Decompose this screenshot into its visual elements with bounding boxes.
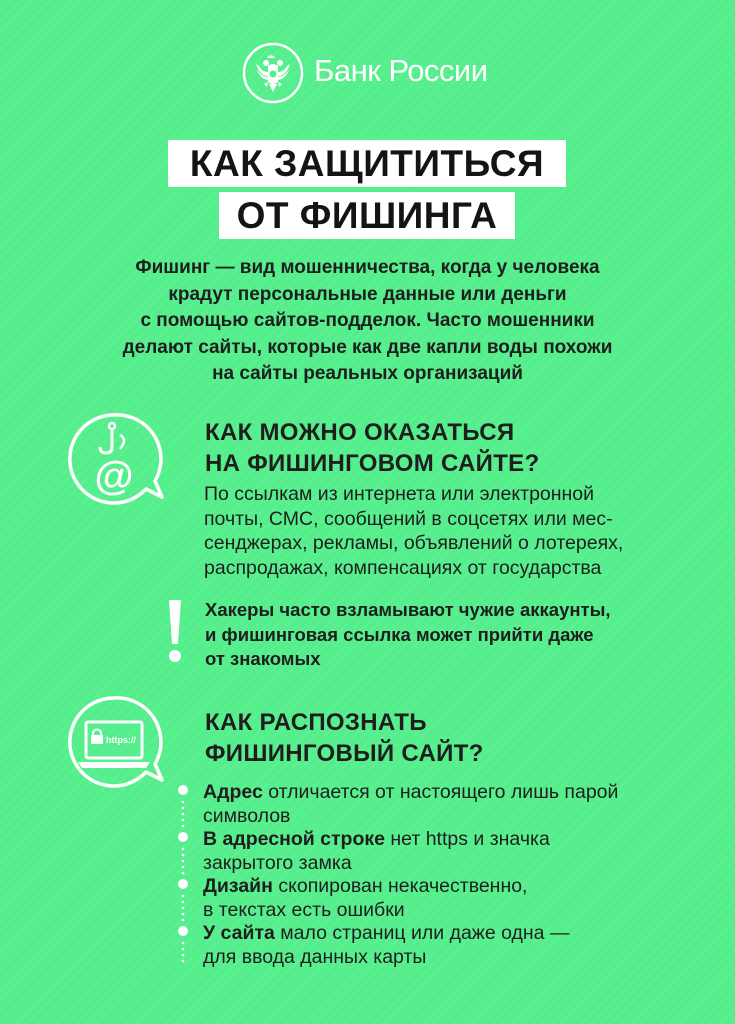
- phishing-signs-list: [203, 781, 703, 969]
- list-item-bold: У сайта: [203, 922, 275, 944]
- section2-heading-line1: КАК РАСПОЗНАТЬ: [205, 709, 427, 736]
- https-text: https://: [106, 735, 136, 745]
- list-item-bold: Дизайн: [203, 875, 273, 897]
- list-item-text: закрытого замка: [203, 851, 352, 874]
- list-item-text: нет https и значка: [384, 828, 550, 850]
- warning-line: и фишинговая ссылка может прийти даже: [205, 623, 594, 645]
- list-item: [203, 875, 703, 922]
- list-item: [203, 828, 703, 875]
- list-item-bold: В адресной строке: [203, 828, 385, 850]
- intro-line: делают сайты, которые как две капли воды похожи: [122, 336, 613, 358]
- intro-line: на сайты реальных организаций: [212, 363, 523, 384]
- section2-heading-line2: ФИШИНГОВЫЙ САЙТ?: [205, 740, 484, 767]
- list-item: [203, 922, 703, 969]
- warning-text: [205, 598, 685, 672]
- laptop-https-icon: [58, 692, 170, 796]
- section1-line: По ссылкам из интернета или электронной: [204, 483, 595, 505]
- double-headed-eagle-icon: [242, 42, 304, 104]
- bullet-timeline: [176, 780, 190, 966]
- page-title-line2: ОТ ФИШИНГА: [219, 192, 515, 239]
- intro-paragraph: [90, 255, 645, 388]
- warning-line: от знакомых: [205, 648, 321, 669]
- section1-paragraph: [204, 482, 674, 580]
- list-item-bold: Адрес: [203, 781, 263, 803]
- list-item-text: символов: [203, 804, 291, 827]
- page-title-line1: КАК ЗАЩИТИТЬСЯ: [168, 140, 566, 187]
- list-item-text: мало страниц или даже одна —: [274, 922, 570, 944]
- list-item: [203, 781, 703, 828]
- intro-line: крадут персональные данные или деньги: [168, 283, 567, 305]
- list-item-text: в текстах есть ошибки: [203, 898, 405, 921]
- section2-heading: [205, 707, 484, 769]
- brand-name: Банк России: [314, 53, 488, 88]
- section1-line: почты, СМС, сообщений в соцсетях или мес-: [204, 507, 613, 530]
- list-item-text: скопирован некачественно,: [272, 875, 528, 897]
- at-hook-icon: [58, 409, 170, 513]
- section1-line: распродажах, компенсациях от государства: [204, 556, 602, 579]
- section1-heading: [205, 417, 539, 479]
- list-item-text: для ввода данных карты: [203, 945, 427, 968]
- warning-line: Хакеры часто взламывают чужие аккаунты,: [205, 599, 611, 620]
- section1-heading-line2: НА ФИШИНГОВОМ САЙТЕ?: [205, 450, 540, 477]
- list-item-text: отличается от настоящего лишь парой: [262, 781, 619, 803]
- exclamation-icon: [155, 598, 195, 664]
- section1-line: сенджерах, рекламы, объявлений о лотереях,: [204, 532, 624, 554]
- section1-heading-line1: КАК МОЖНО ОКАЗАТЬСЯ: [205, 419, 515, 446]
- svg-text:@: @: [94, 454, 134, 498]
- intro-line: Фишинг — вид мошенничества, когда у человека: [135, 257, 600, 278]
- intro-line: с помощью сайтов-подделок. Часто мошенники: [140, 310, 595, 331]
